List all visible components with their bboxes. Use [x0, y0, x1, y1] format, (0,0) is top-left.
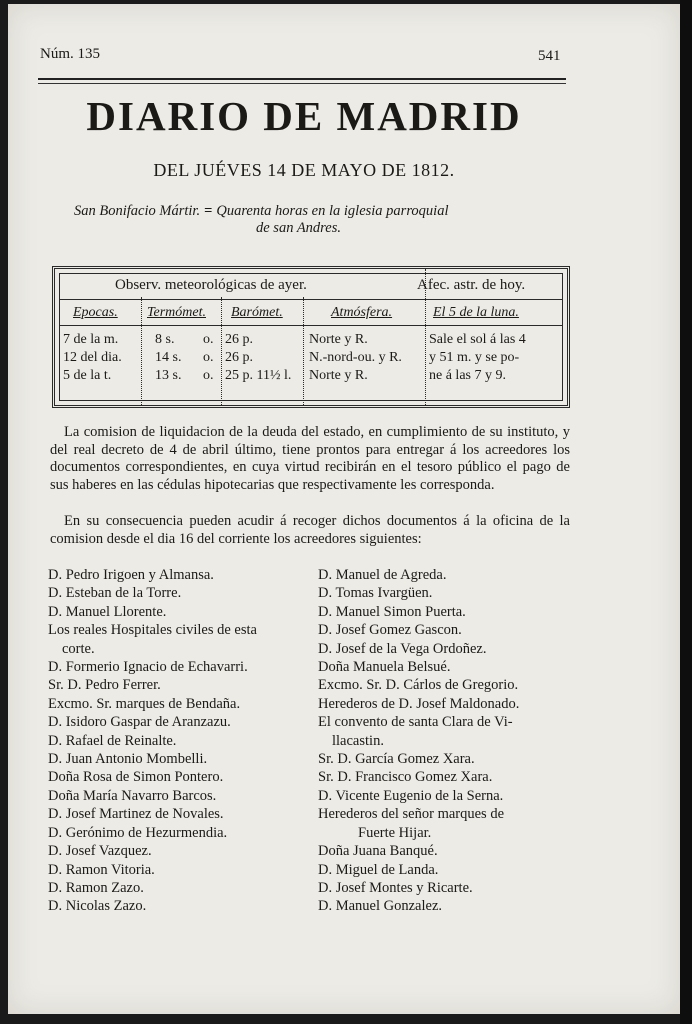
list-item: D. Ramon Zazo.	[48, 879, 144, 896]
list-item: D. Josef de la Vega Ordoñez.	[318, 640, 487, 657]
col-epocas: Epocas.	[73, 305, 118, 320]
newspaper-title: DIARIO DE MADRID	[86, 93, 522, 139]
list-item: D. Nicolas Zazo.	[48, 898, 147, 915]
list-item: D. Rafael de Reinalte.	[48, 732, 177, 749]
termo-o-3: o.	[203, 368, 214, 383]
list-item: D. Juan Antonio Mombelli.	[48, 751, 208, 768]
termo-3: 13 s.	[155, 368, 182, 383]
list-item: D. Josef Vazquez.	[48, 843, 152, 860]
list-item: D. Miguel de Landa.	[318, 861, 439, 878]
termo-1: 8 s.	[155, 332, 175, 347]
weather-rule-2	[59, 325, 563, 326]
separator: =	[204, 203, 213, 219]
list-item: D. Josef Montes y Ricarte.	[318, 879, 473, 896]
article-paragraph-2: En su consecuencia pueden acudir á recoger dichos documentos á la oficina de la comision desde el dia 16 del corriente los acreedores siguientes:	[50, 513, 570, 547]
saint-name: San Bonifacio Mártir.	[74, 203, 201, 219]
epoca-2: 12 del dia.	[63, 350, 122, 365]
weather-col-divider	[303, 297, 304, 405]
page-edge	[680, 0, 692, 1024]
weather-heading-observations: Observ. meteorológicas de ayer.	[115, 277, 307, 293]
list-item: Sr. D. García Gomez Xara.	[318, 751, 475, 768]
list-item: D. Manuel de Agreda.	[318, 567, 447, 583]
baro-3: 25 p. 11½ l.	[225, 368, 292, 383]
moon-line-3: ne á las 7 y 9.	[429, 368, 506, 383]
epoca-1: 7 de la m.	[63, 332, 119, 347]
header-rule-thin	[38, 83, 566, 84]
atmos-2: N.-nord-ou. y R.	[309, 350, 402, 365]
list-item: Sr. D. Pedro Ferrer.	[48, 677, 161, 694]
list-item: D. Ramon Vitoria.	[48, 861, 155, 878]
list-item: Doña Rosa de Simon Pontero.	[48, 769, 224, 786]
list-item: Doña María Navarro Barcos.	[48, 787, 217, 804]
list-item: D. Gerónimo de Hezurmendia.	[48, 824, 228, 841]
issue-date: DEL JUÉVES 14 DE MAYO DE 1812.	[153, 160, 455, 180]
article-paragraph-1: La comision de liquidacion de la deuda del estado, en cumplimiento de su instituto, y del real decreto de 4 de abril último, tiene prontos para entregar á los acreedores los documentos correspondientes, en cuya virtud recibirán en el tesoro público el pago de sus haberes en las cédulas hipotecarias que respectivamente les corresponda.	[50, 424, 570, 493]
list-item: D. Formerio Ignacio de Echavarri.	[48, 659, 248, 676]
baro-1: 26 p.	[225, 332, 253, 347]
list-item: D. Vicente Eugenio de la Serna.	[318, 787, 504, 804]
list-item: D. Pedro Irigoen y Almansa.	[48, 567, 214, 583]
weather-col-divider	[221, 297, 222, 405]
page-number: 541	[538, 48, 561, 64]
list-item: D. Manuel Simon Puerta.	[318, 603, 466, 620]
moon-line-2: y 51 m. y se po-	[429, 350, 520, 365]
epoca-3: 5 de la t.	[63, 368, 112, 383]
saint-of-day	[60, 203, 570, 237]
list-item: Doña Juana Banqué.	[318, 843, 438, 860]
col-barometro: Barómet.	[231, 305, 283, 320]
atmos-1: Norte y R.	[309, 332, 368, 347]
list-item: Excmo. Sr. marques de Bendaña.	[48, 695, 241, 712]
list-item: D. Isidoro Gaspar de Aranzazu.	[48, 714, 231, 731]
list-item: Sr. D. Francisco Gomez Xara.	[318, 769, 493, 786]
weather-heading-astro: Afec. astr. de hoy.	[417, 277, 526, 293]
moon-line-1: Sale el sol á las 4	[429, 332, 526, 347]
list-item: D. Tomas Ivargüen.	[318, 585, 433, 602]
list-item: El convento de santa Clara de Vi-	[318, 714, 513, 731]
list-item: Doña Manuela Belsué.	[318, 659, 451, 676]
list-item: Herederos del señor marques de	[318, 806, 505, 823]
col-termometro: Termómet.	[147, 305, 206, 320]
list-item: Excmo. Sr. D. Cárlos de Gregorio.	[318, 677, 519, 694]
list-item: Los reales Hospitales civiles de esta	[48, 622, 257, 639]
weather-col-divider	[425, 269, 426, 405]
creditors-list-right	[318, 566, 578, 916]
header-rule	[38, 78, 566, 80]
termo-o-1: o.	[203, 332, 214, 347]
baro-2: 26 p.	[225, 350, 253, 365]
list-item: D. Josef Martinez de Novales.	[48, 806, 224, 823]
list-item: D. Manuel Llorente.	[48, 603, 167, 620]
issue-number: Núm. 135	[40, 46, 100, 62]
col-luna: El 5 de la luna.	[433, 305, 519, 320]
forty-hours-line2: de san Andres.	[256, 220, 341, 236]
list-item: D. Esteban de la Torre.	[48, 585, 182, 602]
atmos-3: Norte y R.	[309, 368, 368, 383]
list-item: Fuerte Hijar.	[358, 824, 432, 841]
col-atmosfera: Atmósfera.	[331, 305, 393, 320]
creditors-list-left	[48, 566, 308, 916]
list-item: Herederos de D. Josef Maldonado.	[318, 695, 520, 712]
weather-col-divider	[141, 297, 142, 405]
list-item: D. Manuel Gonzalez.	[318, 898, 443, 915]
termo-o-2: o.	[203, 350, 214, 365]
weather-rule-1	[59, 299, 563, 300]
termo-2: 14 s.	[155, 350, 182, 365]
list-item: llacastin.	[332, 732, 384, 749]
list-item: corte.	[62, 640, 95, 657]
list-item: D. Josef Gomez Gascon.	[318, 622, 462, 639]
forty-hours-line1: Quarenta horas en la iglesia parroquial	[216, 203, 449, 219]
weather-table	[52, 266, 570, 408]
